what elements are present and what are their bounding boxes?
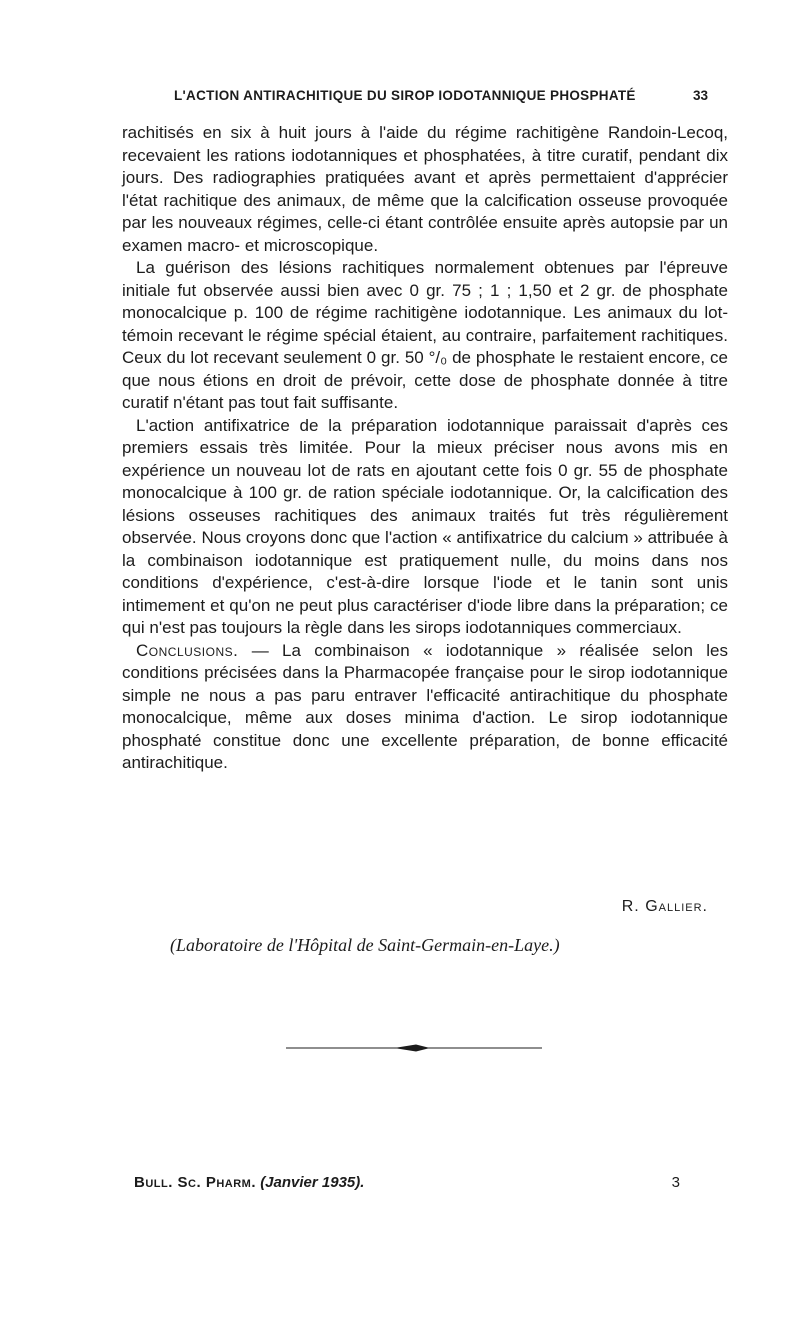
running-header [118,88,708,112]
article-body [122,122,728,775]
paragraph-2: La guérison des lésions rachitiques normalement obtenues par l'épreuve initiale fut observée aussi bien avec 0 gr. 75 ; 1 ; 1,50 et 2 gr. de phosphate monocalcique p. 100 de régime rachitigène iodotannique. Les animaux du lot-témoin recevant le régime spécial étaient, au contraire, parfaitement rachitiques. Ceux du lot recevant seulement 0 gr. 50 °/₀ de phosphate le restaient encore, ce que nous étions en droit de prévoir, cette dose de phosphate donnée à titre curatif n'étant pas tout fait suffisante. [122,258,728,412]
journal-name: Bull. Sc. Pharm. [134,1174,257,1191]
page-number: 33 [692,88,708,103]
sheet-number: 3 [671,1174,680,1191]
paragraph-3: L'action antifixatrice de la préparation iodotannique paraissait d'après ces premiers essais très limitée. Pour la mieux préciser nous avons mis en expérience un nouveau lot de rats en ajoutant cette fois 0 gr. 55 de phosphate monocalcique à 100 gr. de ration spéciale iodotannique. Or, la calcification des lésions osseuses rachitiques des animaux traités fut très régulièrement observée. Nous croyons donc que l'action « antifixatrice du calcium » attribuée à la combinaison iodotannique est pratiquement nulle, du moins dans nos conditions d'expérience, c'est-à-dire lorsque l'iode et le tanin sont unis intimement et qu'on ne peut plus caractériser d'iode libre dans la préparation; ce qui n'est pas toujours la règle dans les sirops iodotanniques commerciaux. [122,415,728,637]
issue-date: (Janvier 1935). [260,1174,365,1191]
page-footer [134,1174,700,1198]
paragraph-1: rachitisés en six à huit jours à l'aide du régime rachitigène Randoin-Lecoq, recevaient les rations iodotanniques et phosphatées, à titre curatif, pendant dix jours. Des radiographies pratiquées avant et après permettaient d'apprécier l'état rachitique des animaux, de même que la calcification osseuse provoquée par les nouveaux régimes, celle-ci étant contrôlée ensuite après autopsie par un examen macro- et microscopique. [122,123,728,255]
end-ornament-icon [286,1038,542,1058]
laboratory-affiliation: (Laboratoire de l'Hôpital de Saint-Germain-en-Laye.) [170,935,560,955]
conclusions-label: Conclusions. [136,640,239,660]
author-signature: R. Gallier. [621,898,708,915]
running-title: L'ACTION ANTIRACHITIQUE DU SIROP IODOTANNIQUE PHOSPHATÉ [174,88,636,103]
conclusions-text: — La combinaison « iodotannique » réalisée selon les conditions précisées dans la Pharmacopée française pour le sirop iodotannique simple ne nous a pas paru entraver l'efficacité antirachitique du phosphate monocalcique, même aux doses minima d'action. Le sirop iodotannique phosphaté constitue donc une excellente préparation, de bonne efficacité antirachitique. [122,640,728,772]
conclusions-paragraph [122,640,728,775]
footer-citation [134,1174,364,1191]
